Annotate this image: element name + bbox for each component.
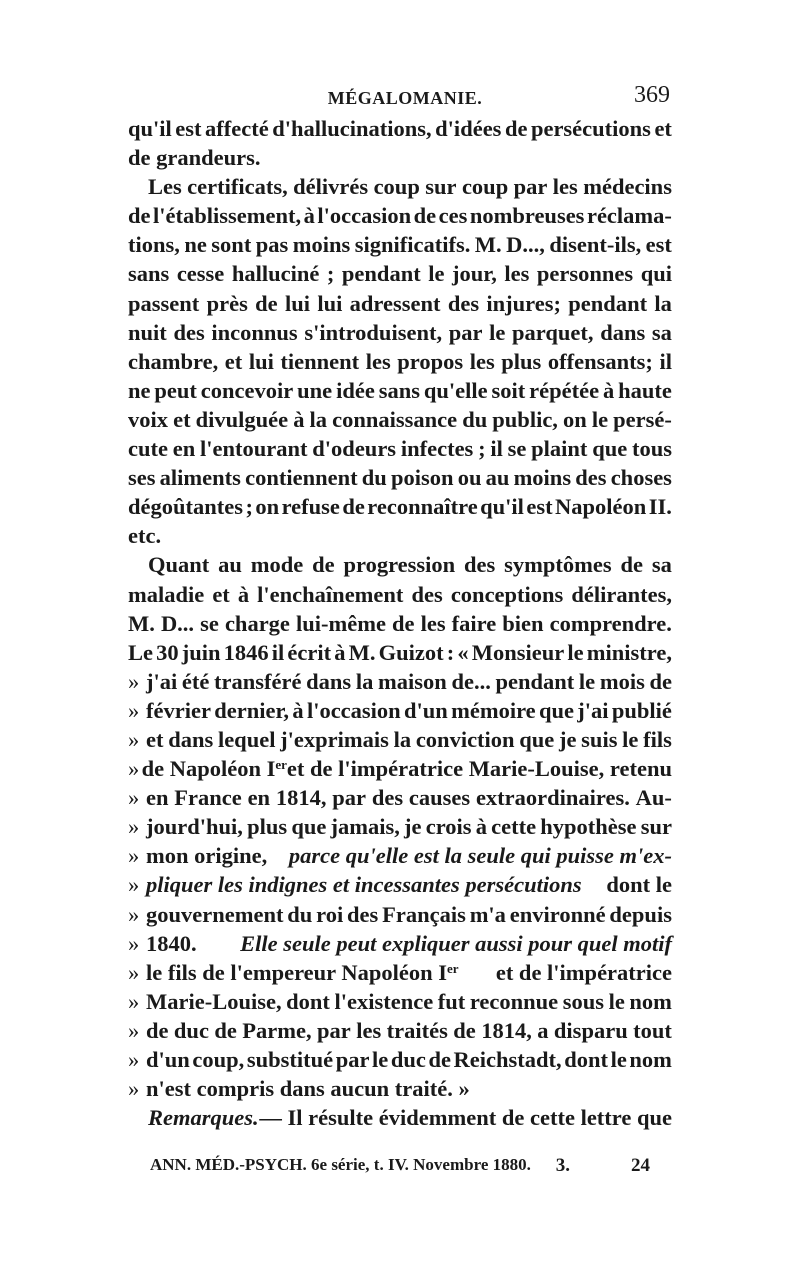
text-line: de grandeurs. <box>128 145 261 171</box>
quoted-line <box>128 754 672 783</box>
quoted-text: j'ai été transféré dans la maison de... pendant le mois de <box>146 668 672 694</box>
running-title: MÉGALOMANIE. <box>327 88 483 108</box>
quoted-text: n'est compris dans aucun traité. » <box>146 1076 470 1102</box>
text-segment: 1840. <box>146 930 197 956</box>
text-line: dégoûtantes ; on refuse de reconnaître qu'il est Napoléon II. <box>128 494 672 520</box>
quoted-text: d'un coup, substitué par le duc de Reichstadt, dont le nom <box>146 1047 672 1072</box>
text-line: cute en l'entourant d'odeurs infectes ; il se plaint que tous <box>128 436 672 462</box>
quoted-text <box>146 870 672 899</box>
text-line: qu'il est affecté d'hallucinations, d'idées de persécutions et <box>128 116 672 141</box>
quoted-text <box>142 754 672 783</box>
quote-mark: » <box>128 988 140 1014</box>
quoted-line <box>128 1045 672 1074</box>
italic-segment: pliquer les indignes et incessantes persécutions <box>146 872 582 898</box>
text-segment: — Il résulte évidemment de cette lettre que <box>259 1105 672 1131</box>
quoted-text <box>146 958 672 987</box>
quote-mark: » <box>128 814 140 840</box>
quote-mark: » <box>128 843 140 869</box>
quoted-line <box>128 929 672 958</box>
text-segment: et de l'impératrice <box>495 959 672 985</box>
quoted-text: février dernier, à l'occasion d'un mémoire que j'ai publié <box>146 697 672 723</box>
quote-mark: » <box>128 959 140 985</box>
page-footer <box>150 1155 650 1181</box>
text-line: chambre, et lui tiennent les propos les plus offensants; il <box>128 348 672 374</box>
page-number: 369 <box>634 82 670 108</box>
text-line: ses aliments contiennent du poison ou au moins des choses <box>128 465 672 491</box>
italic-segment: Elle seule peut expliquer aussi pour quel motif <box>240 930 672 956</box>
text-line: nuit des inconnus s'introduisent, par le parquet, dans sa <box>128 319 672 345</box>
text-line: Quant au mode de progression des symptômes de sa <box>148 552 672 578</box>
quoted-text: et dans lequel j'exprimais la conviction que je suis le fils <box>146 726 672 752</box>
quote-mark: » <box>128 726 140 752</box>
quoted-text <box>146 841 672 870</box>
quote-mark: » <box>128 785 140 811</box>
text-line: tions, ne sont pas moins significatifs. M. D..., disent-ils, est <box>128 232 672 258</box>
quoted-line <box>128 987 672 1016</box>
quote-mark: » <box>128 930 140 956</box>
italic-segment: parce qu'elle est la seule qui puisse m'ex- <box>288 843 672 869</box>
page-body <box>128 114 672 1132</box>
text-line: passent près de lui lui adressent des injures; pendant la <box>128 290 672 316</box>
signature-mark: 3. <box>555 1155 570 1176</box>
text-line: ne peut concevoir une idée sans qu'elle soit répétée à haute <box>128 377 672 403</box>
quote-mark: » <box>128 1047 140 1072</box>
text-line: M. D... se charge lui-même de les faire bien comprendre. <box>128 610 672 636</box>
superscript: er <box>447 960 459 976</box>
quoted-text: en France en 1814, par des causes extraordinaires. Au- <box>146 785 672 811</box>
text-line: etc. <box>128 523 162 549</box>
quoted-line <box>128 812 672 841</box>
quoted-line <box>128 900 672 929</box>
quote-mark: » <box>128 1076 140 1102</box>
quoted-text: gouvernement du roi des Français m'a environné depuis <box>146 901 672 927</box>
journal-citation: ANN. MÉD.-PSYCH. 6e série, t. IV. Novembre 1880. <box>150 1155 531 1174</box>
superscript: er <box>275 757 287 773</box>
quoted-line <box>128 696 672 725</box>
text-line <box>128 1103 672 1132</box>
quote-mark: » <box>128 668 140 694</box>
quote-mark: » <box>128 1017 140 1043</box>
quoted-text: jourd'hui, plus que jamais, je crois à cette hypothèse sur <box>146 814 672 840</box>
italic-segment: Remarques. <box>148 1105 259 1131</box>
quoted-line <box>128 783 672 812</box>
quote-mark: » <box>128 697 140 723</box>
text-segment: mon origine, <box>146 843 268 869</box>
quoted-line <box>128 1016 672 1045</box>
quoted-line <box>128 870 672 899</box>
text-segment: de Napoléon I <box>141 756 276 782</box>
quote-mark: » <box>128 872 140 898</box>
quoted-line <box>128 958 672 987</box>
quoted-text: Marie-Louise, dont l'existence fut reconnue sous le nom <box>146 988 672 1014</box>
text-line: Le 30 juin 1846 il écrit à M. Guizot : « Monsieur le ministre, <box>128 639 672 665</box>
text-line: de l'établissement, à l'occasion de ces nombreuses réclama- <box>128 203 672 229</box>
quote-mark: » <box>128 901 140 927</box>
quoted-line <box>128 841 672 870</box>
quoted-text <box>146 929 672 958</box>
text-segment: dont le <box>606 872 672 898</box>
text-line: sans cesse halluciné ; pendant le jour, les personnes qui <box>128 261 672 287</box>
text-line: maladie et à l'enchaînement des conceptions délirantes, <box>128 581 672 607</box>
quoted-line <box>128 667 672 696</box>
text-segment: et de l'impératrice Marie-Louise, retenu <box>286 756 672 782</box>
quoted-line <box>128 1074 672 1103</box>
quoted-text: de duc de Parme, par les traités de 1814, a disparu tout <box>146 1017 672 1043</box>
sheet-number: 24 <box>631 1155 650 1176</box>
text-segment: le fils de l'empereur Napoléon I <box>146 959 448 985</box>
quoted-line <box>128 725 672 754</box>
text-line: voix et divulguée à la connaissance du public, on le persé- <box>128 406 672 432</box>
quote-mark: » <box>128 756 140 782</box>
text-line: Les certificats, délivrés coup sur coup par les médecins <box>148 174 672 200</box>
